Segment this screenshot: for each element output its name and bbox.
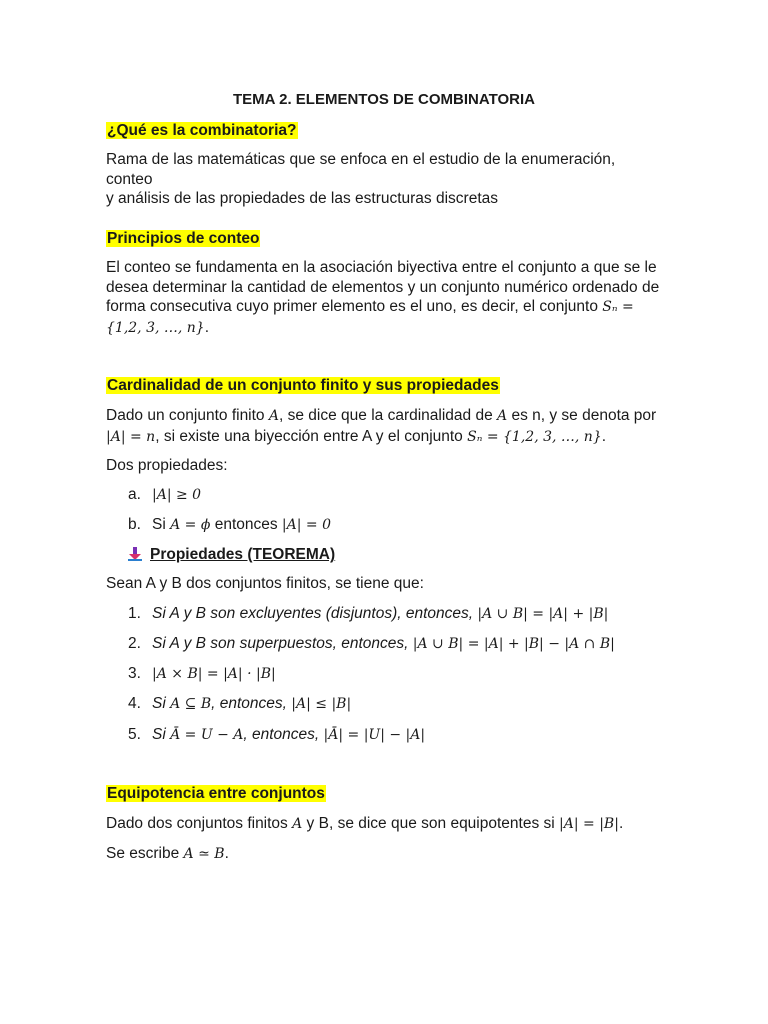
text-line: y análisis de las propiedades de las estructuras discretas <box>106 190 499 207</box>
theorem-item-1: 1. Si A y B son excluyentes (disjuntos), entonces, |A ∪ B| = |A| + |B| <box>128 605 609 622</box>
paragraph-notation: Se escribe A ≃ B. <box>106 845 229 862</box>
theorem-bullet <box>128 545 335 565</box>
heading-text: Equipotencia entre conjuntos <box>107 785 325 802</box>
paragraph-cardinalidad <box>106 406 666 447</box>
heading-text: ¿Qué es la combinatoria? <box>107 122 297 139</box>
paragraph-equipotencia: Dado dos conjuntos finitos A y B, se dice que son equipotentes si |A| = |B|. <box>106 815 624 832</box>
theorem-item-3: 3. |A × B| = |A| · |B| <box>128 665 276 682</box>
theorem-item-5: 5. Si Ā = U − A, entonces, |Ā| = |U| − |A| <box>128 726 426 743</box>
page-title: TEMA 2. ELEMENTOS DE COMBINATORIA <box>233 91 535 108</box>
heading-text: Cardinalidad de un conjunto finito y sus propiedades <box>107 377 499 394</box>
paragraph-principios <box>106 258 666 338</box>
theorem-intro: Sean A y B dos conjuntos finitos, se tiene que: <box>106 575 424 592</box>
theorem-item-4: 4. Si A ⊆ B, entonces, |A| ≤ |B| <box>128 695 352 712</box>
text-line: Dado un conjunto finito A, se dice que la cardinalidad de A es n, y se denota por <box>106 407 657 424</box>
arrow-down-bullet-icon <box>128 547 142 561</box>
text-line: forma consecutiva cuyo primer elemento es el uno, es decir, el conjunto Sₙ = <box>106 298 634 315</box>
section-heading-combinatoria <box>106 121 666 141</box>
theorem-heading: Propiedades (TEOREMA) <box>150 546 336 563</box>
section-heading-principios <box>106 229 666 249</box>
list-item-b: b. Si A = ϕ entonces |A| = 0 <box>128 516 332 533</box>
text-line: El conteo se fundamenta en la asociación biyectiva entre el conjunto a que se le <box>106 259 657 276</box>
theorem-item-2: 2. Si A y B son superpuestos, entonces, |A ∪ B| = |A| + |B| − |A ∩ B| <box>128 635 615 652</box>
section-heading-equipotencia <box>106 784 666 804</box>
text-line: Rama de las matemáticas que se enfoca en el estudio de la enumeración, conteo <box>106 151 616 188</box>
section-heading-cardinalidad <box>106 376 666 396</box>
list-item-a: a. |A| ≥ 0 <box>128 486 202 503</box>
heading-text: Principios de conteo <box>107 230 260 247</box>
props-label: Dos propiedades: <box>106 457 228 474</box>
text-line: |A| = n, si existe una biyección entre A y el conjunto Sₙ = {1,2, 3, …, n}. <box>106 427 607 445</box>
text-line: desea determinar la cantidad de elementos y un conjunto numérico ordenado de <box>106 278 660 296</box>
paragraph-definition <box>106 150 666 209</box>
math-expression: {1,2, 3, …, n} <box>106 319 205 336</box>
math-expression: Sₙ = <box>602 299 634 315</box>
text-line: {1,2, 3, …, n}. <box>106 318 210 336</box>
